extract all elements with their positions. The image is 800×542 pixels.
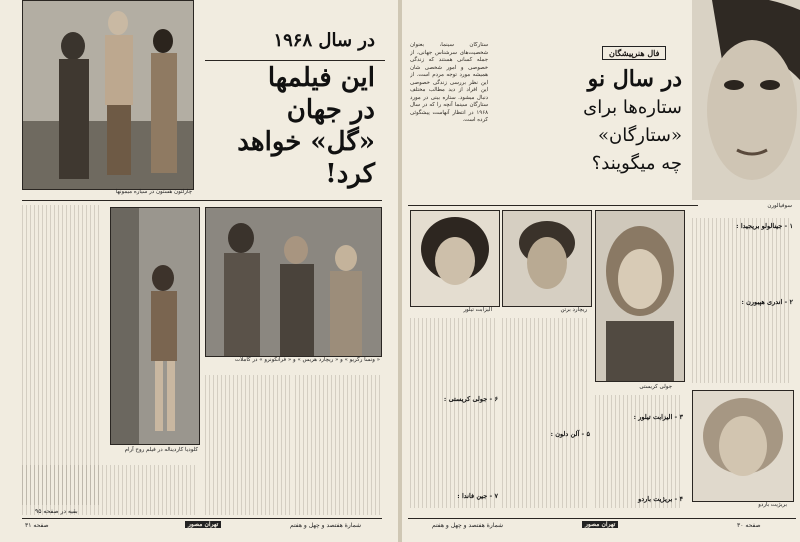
right-page — [402, 0, 800, 542]
left-footer-cont: بقیه در صفحه ۹۵ — [35, 508, 78, 515]
right-text-column-2 — [502, 318, 590, 508]
left-footer-issue: شمارهٔ هفتصد و چهل و هفتم — [290, 522, 362, 529]
left-text-column-2 — [205, 375, 290, 515]
headline-rule — [205, 60, 385, 61]
photo-cardinale-caption: کلودیا کاردینا‌له در فیلم روح آرام — [124, 447, 198, 453]
left-brand-logo: تهران مصور — [185, 521, 221, 528]
left-headline-line-2: در جهان — [286, 95, 375, 125]
left-headline-line-4: کرد! — [325, 159, 375, 189]
portrait-elizabeth-taylor — [410, 210, 500, 307]
photo-cardinale — [110, 207, 200, 445]
right-divider — [408, 205, 698, 206]
left-text-column-3 — [295, 375, 380, 515]
section-5-heading: ۵ - آلن دلون : — [550, 430, 590, 438]
right-headline-line-4: چه میگویند؟ — [591, 153, 682, 174]
left-headline-line-3: «گل» خواهد — [237, 127, 375, 157]
left-page — [0, 0, 398, 542]
portrait-caption-5: بریژیت باردو — [758, 502, 787, 508]
intro-text: ستارگان سینما، بعنوان شخصیت‌های سرشناس جهانی، از جمله کسانی هستند که زندگی خصوصی و امور شخصی شان همیشه مورد توجه مردم است. از این نظر بررسی زندگی خصوصی این افراد از دید مطالب مختلف دنبال میشود. ستاره بینی در مورد ستارگان سینما آنچه را که در سال ۱۹۶۸ در انتظار آنهاست پیشگوئی کرده است. — [410, 42, 488, 123]
header-badge: فال هنرپیشگان — [602, 46, 666, 60]
section-4-heading: ۴ - بریژیت باردو — [638, 495, 683, 503]
portrait-caption-3: ریچارد برتن — [560, 307, 587, 313]
photo-camelot-caption: « ونسا رگریو » و « ریچارد هریس » و « فرانکو‌نرو » در کاملات — [234, 357, 380, 363]
left-headline — [205, 62, 375, 190]
right-headline-line-1: در سال نو — [587, 66, 682, 92]
portrait-caption-4: جولی کریستی — [639, 384, 672, 390]
portrait-julie-christie — [595, 210, 685, 382]
photo-top-caption: چارلتون هستون در سیاره میمونها — [115, 189, 192, 195]
right-text-column-1 — [410, 318, 498, 508]
right-footer-issue: شمارهٔ هفتصد و چهل و هفتم — [432, 522, 504, 529]
section-6-heading: ۶ - جولی کریستی : — [443, 395, 498, 403]
photo-camelot — [205, 207, 382, 357]
right-footer-page: صفحه ۳۰ — [737, 522, 761, 529]
section-3-heading: ۳ - الیزابت تیلور : — [633, 413, 683, 421]
year-line: در سال ۱۹۶۸ — [273, 30, 375, 51]
portrait-richard-burton — [502, 210, 592, 307]
portrait-caption-1: سوفیالورن — [767, 203, 792, 209]
portrait-sophia-loren — [692, 0, 800, 200]
left-headline-line-1: این فیلمها — [267, 63, 375, 93]
left-text-column-1 — [22, 205, 102, 505]
right-headline — [497, 64, 682, 178]
photo-planet-of-apes — [22, 0, 194, 190]
portrait-caption-2: الیزابت تیلور — [463, 307, 492, 313]
right-text-column-3 — [595, 395, 683, 508]
right-brand-logo: تهران مصور — [582, 521, 618, 528]
right-headline-line-3: «ستارگان» — [598, 125, 682, 146]
left-divider — [22, 200, 382, 201]
right-footer-rule — [408, 518, 796, 519]
section-1-heading: ۱ - جینالولو بریجیدا : — [736, 222, 793, 230]
right-headline-line-2: ستاره‌ها برای — [583, 97, 682, 118]
section-2-heading: ۲ - اندری هپبورن : — [741, 298, 793, 306]
left-footer-page: صفحه ۳۱ — [25, 522, 49, 529]
left-footer-rule — [22, 518, 382, 519]
portrait-brigitte-bardot — [692, 390, 794, 502]
section-7-heading: ۷ - جین فاندا : — [457, 492, 498, 500]
